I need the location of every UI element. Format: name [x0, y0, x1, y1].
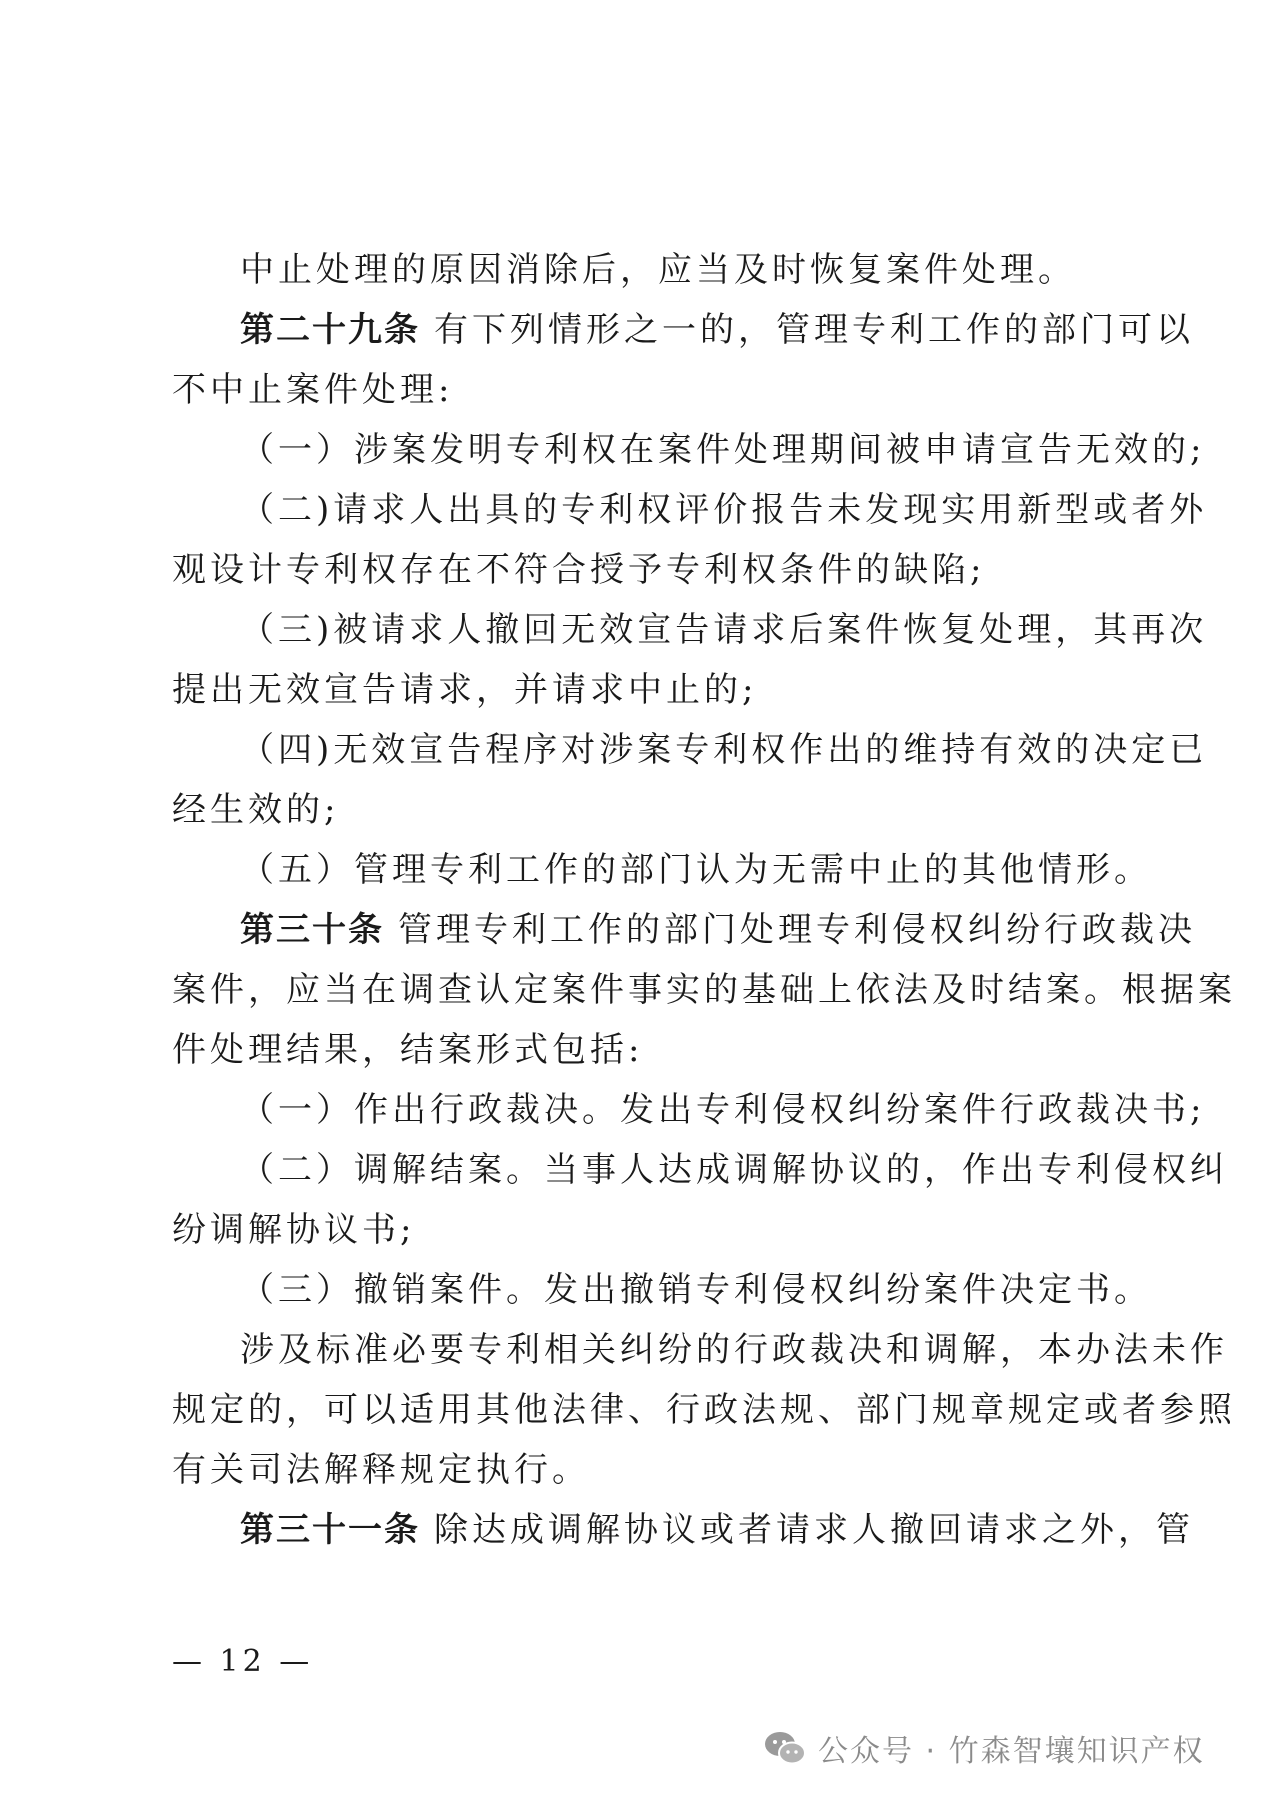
paragraph-text: 件处理结果，结案形式包括:: [172, 1030, 644, 1070]
paragraph-text: （五）管理专利工作的部门认为无需中止的其他情形。: [240, 850, 1152, 890]
paragraph-text: 管理专利工作的部门处理专利侵权纠纷行政裁决: [398, 910, 1196, 950]
paragraph-text: 有下列情形之一的，管理专利工作的部门可以: [434, 310, 1194, 350]
text-line: [172, 780, 1136, 840]
text-line: [172, 600, 1208, 660]
paragraph-text: 有关司法解释规定执行。: [172, 1450, 590, 1490]
text-line: [172, 420, 1206, 480]
paragraph-text: 纷调解协议书;: [172, 1210, 416, 1250]
paragraph-text: （四)无效宣告程序对涉案专利权作出的维持有效的决定已: [240, 730, 1208, 770]
page-number: — 12 —: [172, 1644, 314, 1679]
paragraph-text: 提出无效宣告请求，并请求中止的;: [172, 670, 758, 710]
text-line: [172, 1380, 1236, 1440]
text-line: [172, 1140, 1228, 1200]
paragraph-text: （一）涉案发明专利权在案件处理期间被申请宣告无效的;: [240, 430, 1206, 470]
text-line: [172, 1200, 1136, 1260]
paragraph-text: （二）调解结案。当事人达成调解协议的，作出专利侵权纠: [240, 1150, 1228, 1190]
article-paragraph: [172, 900, 1196, 960]
text-line: [172, 360, 1136, 420]
paragraph-text: （一）作出行政裁决。发出专利侵权纠纷案件行政裁决书;: [240, 1090, 1206, 1130]
article-heading: 第三十一条: [240, 1510, 420, 1550]
text-line: [172, 960, 1236, 1020]
text-line: [172, 1260, 1152, 1320]
paragraph-text: （三）撤销案件。发出撤销专利侵权纠纷案件决定书。: [240, 1270, 1152, 1310]
paragraph-text: （三)被请求人撤回无效宣告请求后案件恢复处理，其再次: [240, 610, 1208, 650]
text-line: [172, 1320, 1228, 1380]
paragraph-text: 案件，应当在调查认定案件事实的基础上依法及时结案。根据案: [172, 970, 1236, 1010]
text-line: [172, 240, 1136, 300]
article-heading: 第三十条: [240, 910, 384, 950]
text-line: [172, 840, 1152, 900]
text-line: [172, 1020, 1136, 1080]
paragraph-text: 涉及标准必要专利相关纠纷的行政裁决和调解，本办法未作: [240, 1330, 1228, 1370]
article-heading: 第二十九条: [240, 310, 420, 350]
text-line: [172, 480, 1208, 540]
text-line: [172, 1080, 1206, 1140]
paragraph-text: 观设计专利权存在不符合授予专利权条件的缺陷;: [172, 550, 986, 590]
paragraph-text: 中止处理的原因消除后，应当及时恢复案件处理。: [240, 250, 1076, 290]
paragraph-text: 规定的，可以适用其他法律、行政法规、部门规章规定或者参照: [172, 1390, 1236, 1430]
text-line: [172, 660, 1136, 720]
article-paragraph: [172, 1500, 1194, 1560]
watermark-text: 公众号 · 竹森智壤知识产权: [818, 1734, 1205, 1769]
paragraph-text: （二)请求人出具的专利权评价报告未发现实用新型或者外: [240, 490, 1208, 530]
text-line: [172, 720, 1208, 780]
paragraph-text: 经生效的;: [172, 790, 340, 830]
wechat-icon: [762, 1728, 808, 1768]
text-line: [172, 1440, 1136, 1500]
watermark: [762, 1726, 1205, 1770]
paragraph-text: 不中止案件处理:: [172, 370, 454, 410]
article-paragraph: [172, 300, 1194, 360]
paragraph-text: 除达成调解协议或者请求人撤回请求之外，管: [434, 1510, 1194, 1550]
document-body: [172, 240, 1236, 1560]
text-line: [172, 540, 1136, 600]
